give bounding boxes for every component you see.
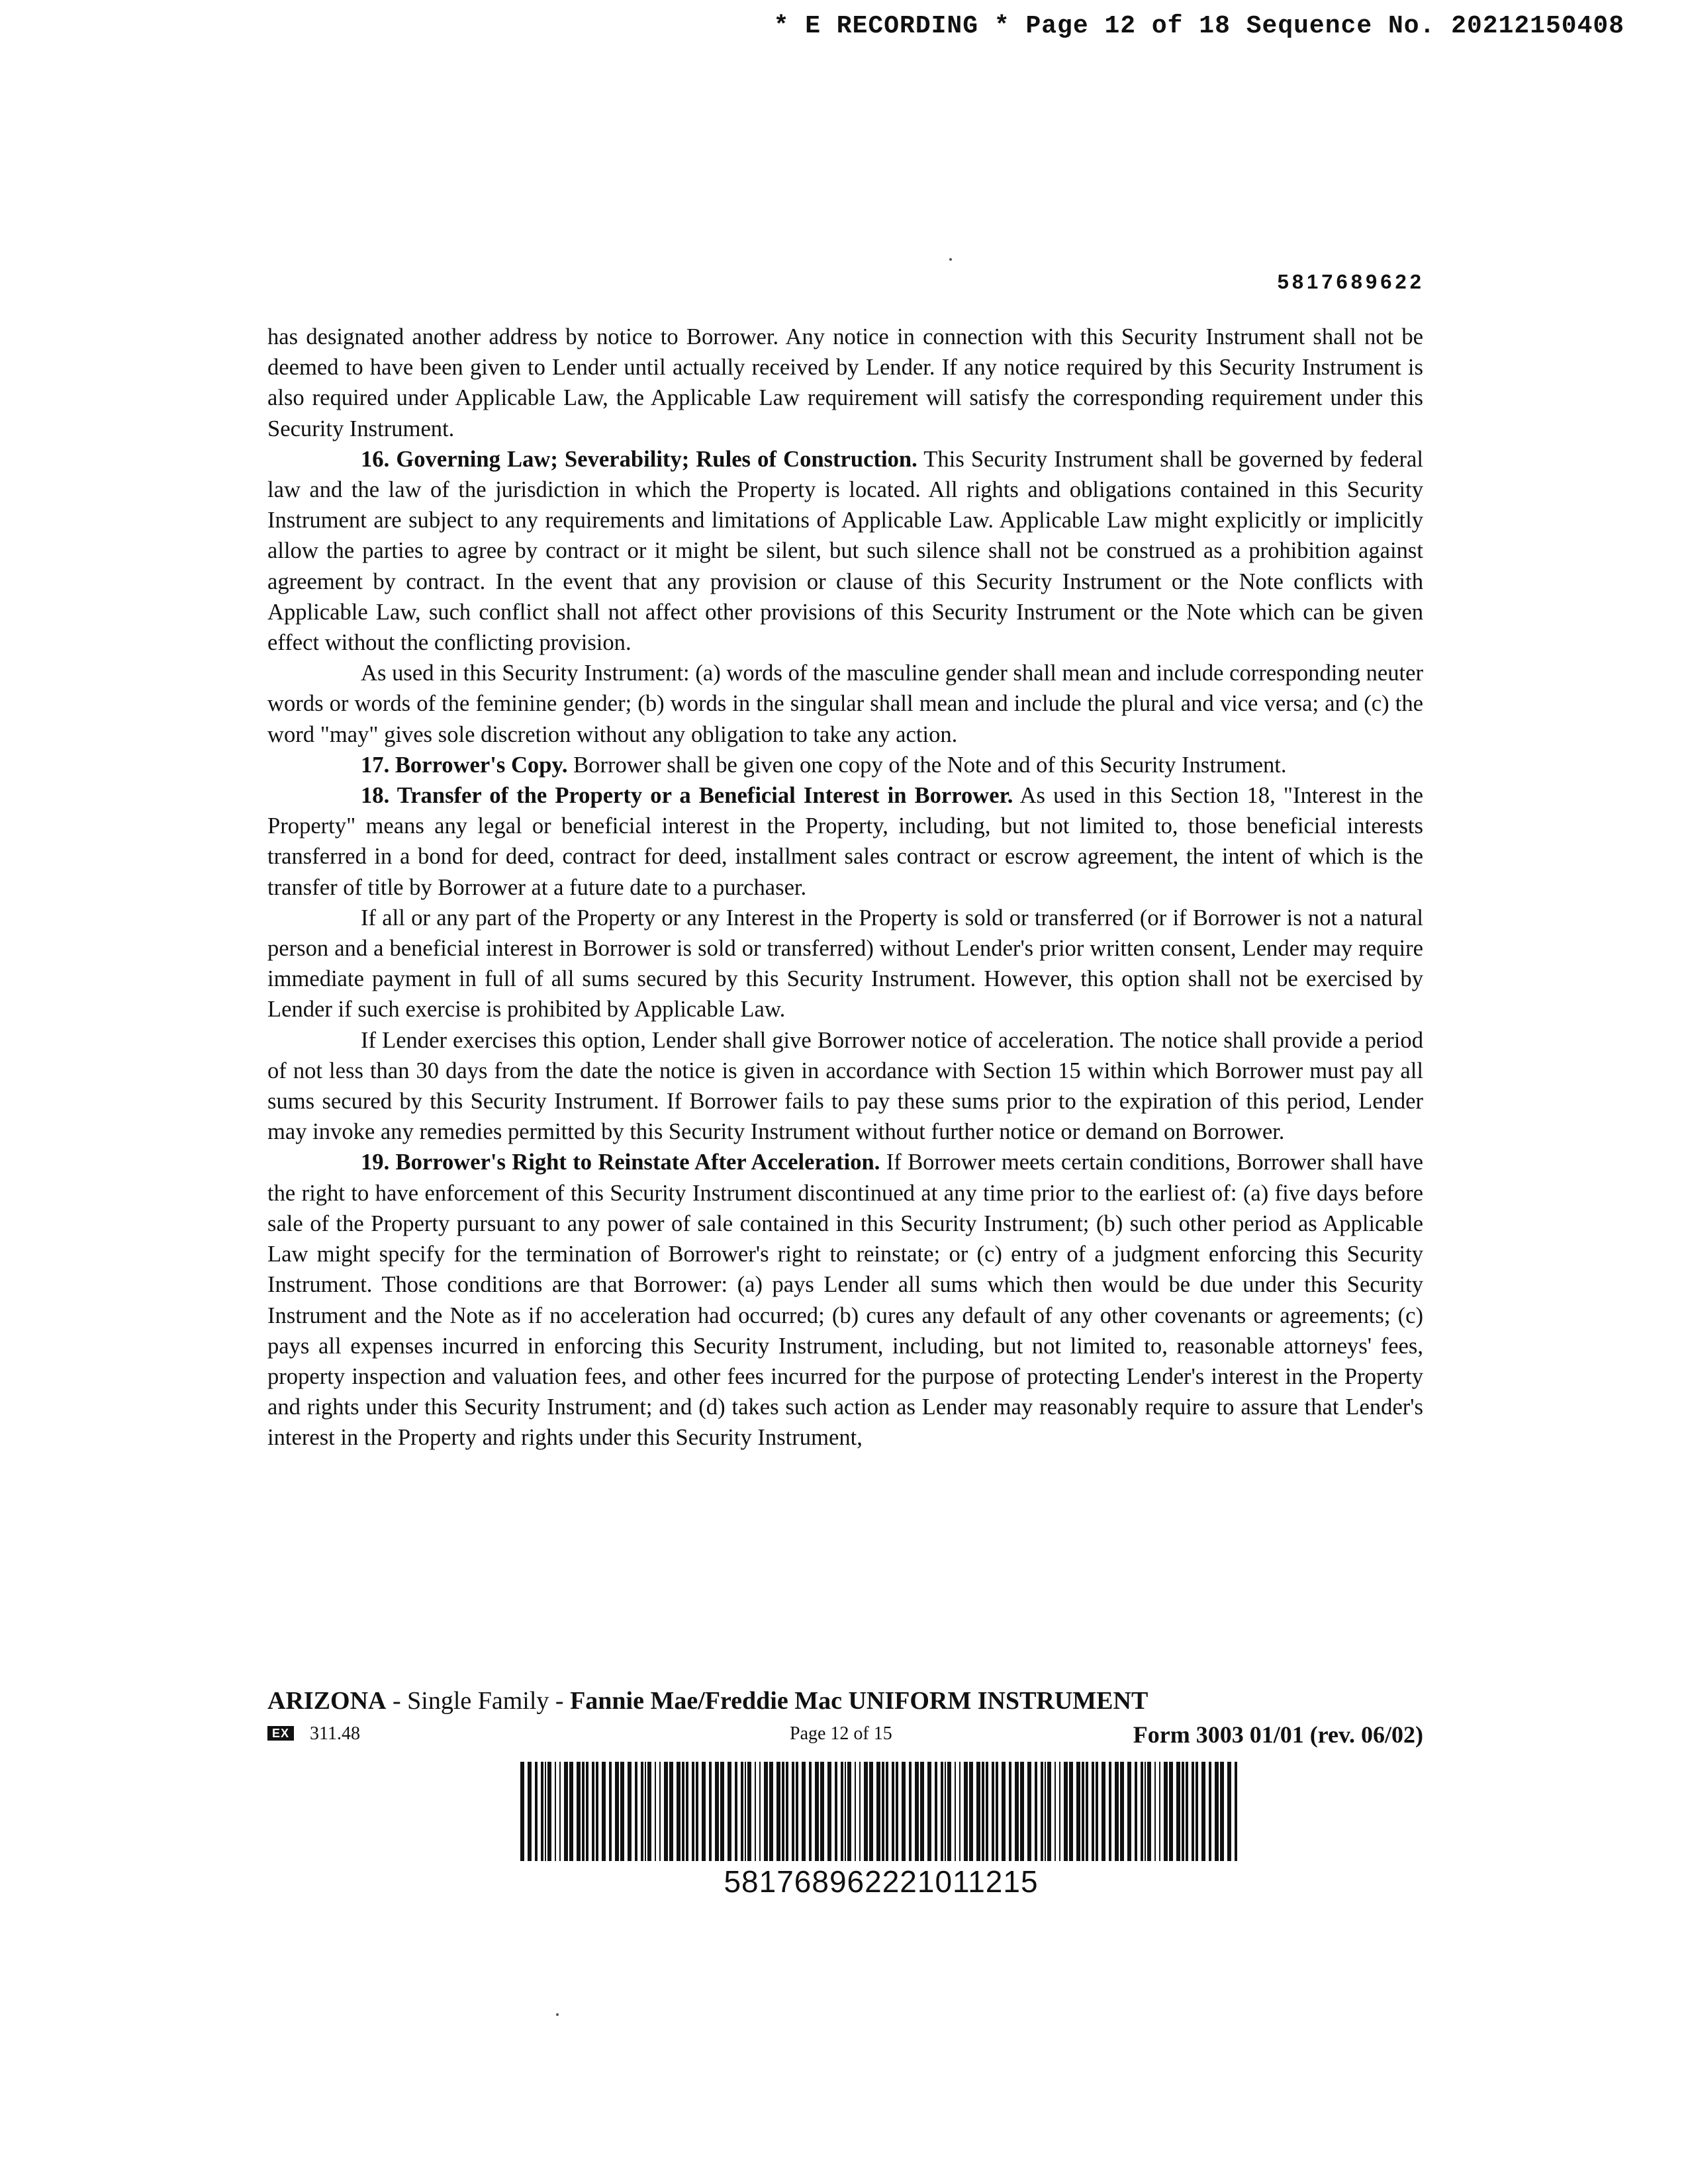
section-19-heading: 19. Borrower's Right to Reinstate After Acceleration.: [361, 1150, 880, 1175]
form-number: Form 3003 01/01 (rev. 06/02): [1133, 1721, 1423, 1748]
section-18-text: As used in this Section 18, "Interest in the Property" means any legal or beneficial interest in the Property, including, but not limited to, those beneficial interests transferred in a bond for deed, contract for deed, installment sales contract or escrow agreement, the intent of which is the transfer of title by Borrower at a future date to a purchaser.: [267, 783, 1424, 900]
loan-number: 5817689622: [1277, 270, 1425, 293]
section-19-text: If Borrower meets certain conditions, Borrower shall have the right to have enforcement of this Security Instrument discontinued at any time prior to the earliest of: (a) five days before sale of the Property pursuant to any power of sale contained in this Security Instrument; (b) such other period as Applicable Law might specify for the termination of Borrower's right to reinstate; or (c) entry of a judgment enforcing this Security Instrument. Those conditions are that Borrower: (a) pays Lender all sums which then would be due under this Security Instrument and the Note as if no acceleration had occurred; (b) cures any default of any other covenants or agreements; (c) pays all expenses incurred in enforcing this Security Instrument, including, but not limited to, reasonable attorneys' fees, property inspection and valuation fees, and other fees incurred for the purpose of protecting Lender's interest in the Property and rights under this Security Instrument; and (d) takes such action as Lender may reasonably require to assure that Lender's interest in the Property and rights under this Security Instrument,: [267, 1150, 1424, 1451]
scan-speck: [949, 258, 952, 261]
footer-instrument: Fannie Mae/Freddie Mac UNIFORM INSTRUMENT: [570, 1687, 1149, 1715]
barcode-digits: 581768962221011215: [724, 1864, 1039, 1899]
document-body: [267, 322, 1423, 1453]
scan-speck: [556, 2013, 559, 2016]
footer-row: [267, 1721, 1423, 1750]
footer-separator: -: [549, 1687, 571, 1715]
footer-separator: -: [386, 1687, 408, 1715]
section-16-heading: 16. Governing Law; Severability; Rules of Construction.: [361, 446, 917, 472]
section-16-paragraph-2: As used in this Security Instrument: (a) words of the masculine gender shall mean and include corresponding neuter words or words of the feminine gender; (b) words in the singular shall mean and include the plural and vice versa; and (c) the word "may" gives sole discretion without any obligation to take any action.: [267, 660, 1423, 747]
section-16-paragraph: [267, 444, 1423, 658]
section-16-text: This Security Instrument shall be governed by federal law and the law of the jurisdiction in which the Property is located. All rights and obligations contained in this Security Instrument are subject to any requirements and limitations of Applicable Law. Applicable Law might explicitly or implicitly allow the parties to agree by contract or it might be silent, but such silence shall not be construed as a prohibition against agreement by contract. In the event that any provision or clause of this Security Instrument or the Note conflicts with Applicable Law, such conflict shall not affect other provisions of this Security Instrument or the Note which can be given effect without the conflicting provision.: [267, 446, 1423, 656]
footer-state: ARIZONA: [267, 1687, 387, 1715]
section-17-heading: 17. Borrower's Copy.: [361, 752, 568, 778]
section-17-text: Borrower shall be given one copy of the Note and of this Security Instrument.: [567, 752, 1287, 778]
footer-title: [267, 1686, 1148, 1715]
section-18-paragraph-3: If Lender exercises this option, Lender shall give Borrower notice of acceleration. The notice shall provide a period of not less than 30 days from the date the notice is given in accordance with Section 15 within which Borrower must pay all sums secured by this Security Instrument. If Borrower fails to pay these sums prior to the expiration of this period, Lender may invoke any remedies permitted by this Security Instrument without further notice or demand on Borrower.: [267, 1027, 1423, 1145]
section-18-paragraph: [267, 780, 1423, 903]
section-18-paragraph-2: If all or any part of the Property or any Interest in the Property is sold or transferred (or if Borrower is not a natural person and a beneficial interest in Borrower is sold or transferred) without Lender's prior written consent, Lender may require immediate payment in full of all sums secured by this Security Instrument. However, this option shall not be exercised by Lender if such exercise is prohibited by Applicable Law.: [267, 905, 1423, 1023]
section-17-paragraph: [267, 750, 1423, 780]
footer-family: Single Family: [407, 1687, 549, 1715]
form-code: 311.48: [310, 1723, 360, 1744]
ellie-mae-logo: EX: [267, 1726, 294, 1741]
section-18-heading: 18. Transfer of the Property or a Beneficial Interest in Borrower.: [361, 783, 1013, 809]
recording-header: * E RECORDING * Page 12 of 18 Sequence No. 20212150408: [773, 12, 1624, 40]
section-19-paragraph: [267, 1147, 1423, 1453]
continuation-paragraph: has designated another address by notice to Borrower. Any notice in connection with this Security Instrument shall not be deemed to have been given to Lender until actually received by Lender. If any notice required by this Security Instrument is also required under Applicable Law, the Applicable Law requirement will satisfy the corresponding requirement under this Security Instrument.: [267, 324, 1423, 441]
barcode: [520, 1762, 1242, 1861]
page-number: Page 12 of 15: [790, 1723, 892, 1744]
